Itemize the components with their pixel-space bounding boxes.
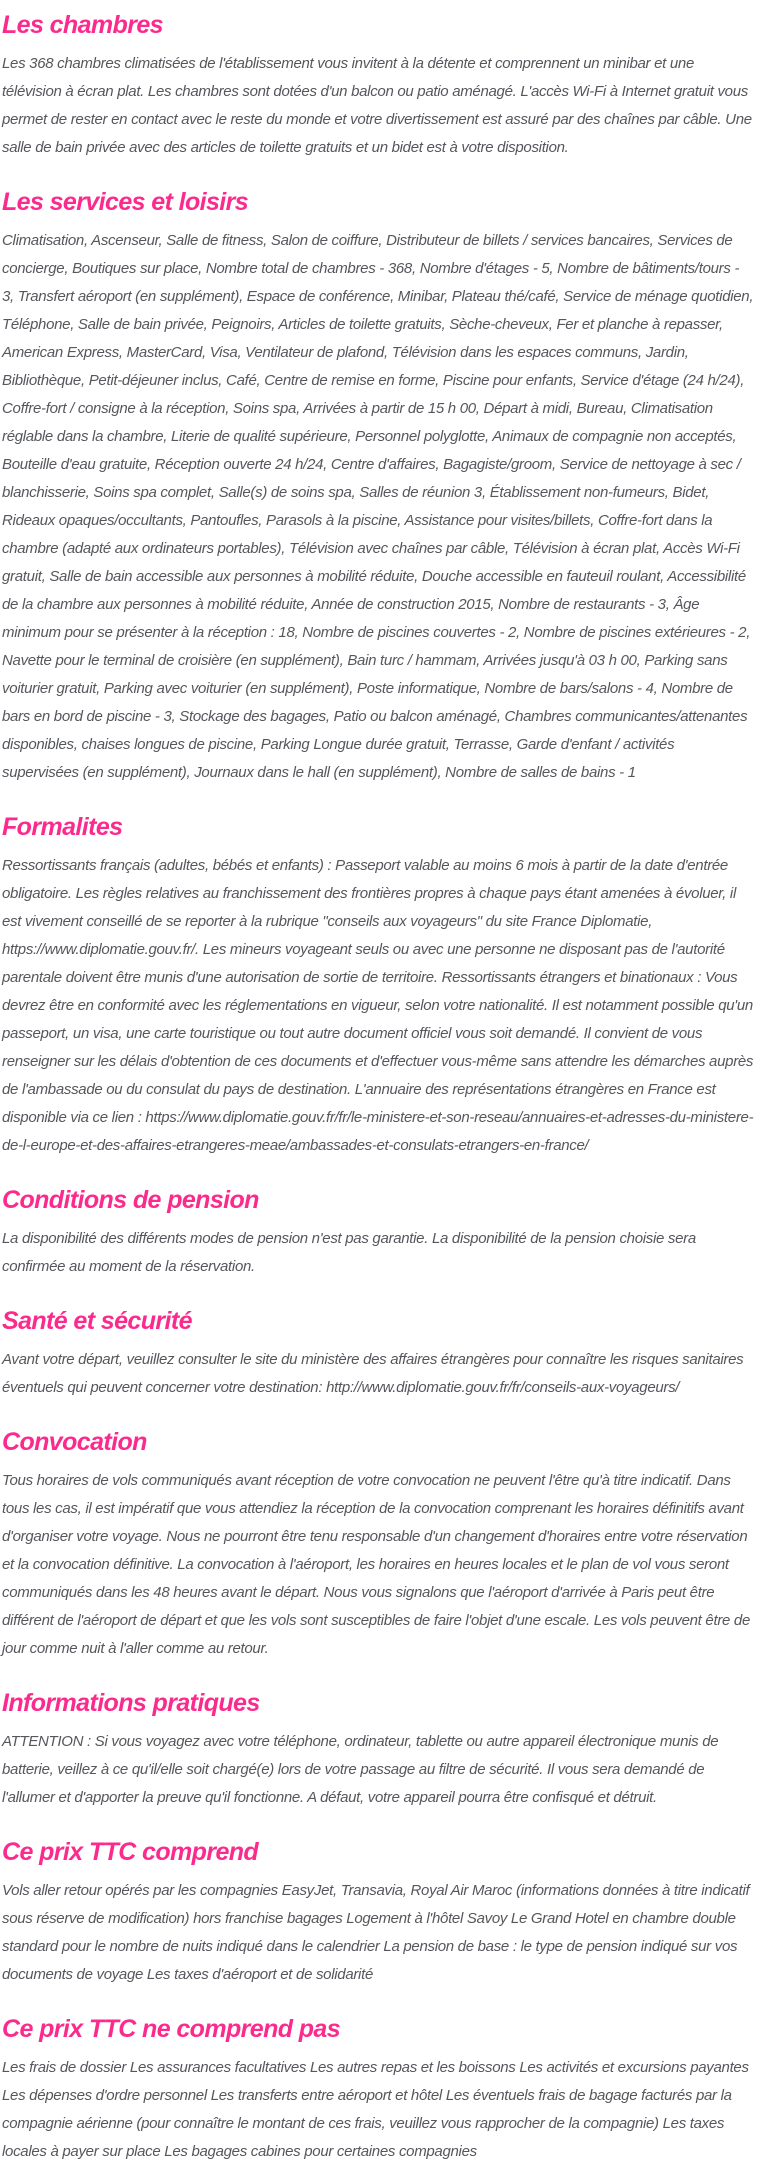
section-title-services-et-loisirs: Les services et loisirs xyxy=(2,188,249,216)
section-title-prix-ttc-ne-comprend-pas: Ce prix TTC ne comprend pas xyxy=(2,2015,341,2043)
section-body-prix-ttc-ne-comprend-pas: Les frais de dossier Les assurances facultatives Les autres repas et les boissons Les activités et excursions payantes Les dépenses d'ordre personnel Les transferts entre aéroport et hôtel Les éventuels frais de bagage facturés par la compagnie aérienne (pour connaître le montant de ces frais, veuillez vous rapprocher de la compagnie) Les taxes locales à payer sur place Les bagages cabines pour certaines compagnies xyxy=(2,2059,749,2160)
section-body-prix-ttc-comprend: Vols aller retour opérés par les compagnies EasyJet, Transavia, Royal Air Maroc (informations données à titre indicatif sous réserve de modification) hors franchise bagages Logement à l'hôtel Savoy Le Grand Hotel en chambre double standard pour le nombre de nuits indiqué dans le calendrier La pension de base : le type de pension indiqué sur vos documents de voyage Les taxes d'aéroport et de solidarité xyxy=(2,1882,750,1983)
section-body-les-chambres: Les 368 chambres climatisées de l'établissement vous invitent à la détente et comprennent un minibar et une télévision à écran plat. Les chambres sont dotées d'un balcon ou patio aménagé. L'accès Wi-Fi à Internet gratuit vous permet de rester en contact avec le reste du monde et votre divertissement est assuré par des chaînes par câble. Une salle de bain privée avec des articles de toilette gratuits et un bidet est à votre disposition. xyxy=(2,55,752,156)
section-body-services-et-loisirs: Climatisation, Ascenseur, Salle de fitness, Salon de coiffure, Distributeur de billets / services bancaires, Services de concierge, Boutiques sur place, Nombre total de chambres - 368, Nombre d'étages - 5, Nombre de bâtiments/tours - 3, Transfert aéroport (en supplément), Espace de conférence, Minibar, Plateau thé/café, Service de ménage quotidien, Téléphone, Salle de bain privée, Peignoirs, Articles de toilette gratuits, Sèche-cheveux, Fer et planche à repasser, American Express, MasterCard, Visa, Ventilateur de plafond, Télévision dans les espaces communs, Jardin, Bibliothèque, Petit-déjeuner inclus, Café, Centre de remise en forme, Piscine pour enfants, Service d'étage (24 h/24), Coffre-fort / consigne à la réception, Soins spa, Arrivées à partir de 15 h 00, Départ à midi, Bureau, Climatisation réglable dans la chambre, Literie de qualité supérieure, Personnel polyglotte, Animaux de compagnie non acceptés, Bouteille d'eau gratuite, Réception ouverte 24 h/24, Centre d'affaires, Bagagiste/groom, Service de nettoyage à sec / blanchisserie, Soins spa complet, Salle(s) de soins spa, Salles de réunion 3, Établissement non-fumeurs, Bidet, Rideaux opaques/occultants, Pantoufles, Parasols à la piscine, Assistance pour visites/billets, Coffre-fort dans la chambre (adapté aux ordinateurs portables), Télévision avec chaînes par câble, Télévision à écran plat, Accès Wi-Fi gratuit, Salle de bain accessible aux personnes à mobilité réduite, Douche accessible en fauteuil roulant, Accessibilité de la chambre aux personnes à mobilité réduite, Année de construction 2015, Nombre de restaurants - 3, Âge minimum pour se présenter à la réception : 18, Nombre de piscines couvertes - 2, Nombre de piscines extérieures - 2, Navette pour le terminal de croisière (en supplément), Bain turc / hammam, Arrivées jusqu'à 03 h 00, Parking sans voiturier gratuit, Parking avec voiturier (en supplément), Poste informatique, Nombre de bars/salons - 4, Nombre de bars en bord de piscine - 3, Stockage des bagages, Patio ou balcon aménagé, Chambres communicantes/attenantes disponibles, chaises longues de piscine, Parking Longue durée gratuit, Terrasse, Garde d'enfant / activités supervisées (en supplément), Journaux dans le hall (en supplément), Nombre de salles de bains - 1 xyxy=(2,232,754,781)
section-formalites xyxy=(2,811,754,1160)
section-conditions-de-pension xyxy=(2,1184,754,1281)
section-title-conditions-de-pension: Conditions de pension xyxy=(2,1186,259,1214)
section-body-formalites: Ressortissants français (adultes, bébés et enfants) : Passeport valable au moins 6 mois à partir de la date d'entrée obligatoire. Les règles relatives au franchissement des frontières propres à chaque pays étant amenées à évoluer, il est vivement conseillé de se reporter à la rubrique "conseils aux voyageurs" du site France Diplomatie, https://www.diplomatie.gouv.fr/. Les mineurs voyageant seuls ou avec une personne ne disposant pas de l'autorité parentale doivent être munis d'une autorisation de sortie de territoire. Ressortissants étrangers et binationaux : Vous devrez être en conformité avec les réglementations en vigueur, selon votre nationalité. Il est notamment possible qu'un passeport, un visa, une carte touristique ou tout autre document officiel vous soit demandé. Il convient de vous renseigner sur les délais d'obtention de ces documents et d'effectuer vous-même sans attendre les démarches auprès de l'ambassade ou du consulat du pays de destination. L'annuaire des représentations étrangères en France est disponible via ce lien : https://www.diplomatie.gouv.fr/fr/le-ministere-et-son-reseau/annuaires-et-adresses-du-ministere-de-l-europe-et-des-affaires-etrangeres-meae/ambassades-et-consulats-etrangers-en-france/ xyxy=(2,857,754,1154)
section-title-convocation: Convocation xyxy=(2,1428,147,1456)
section-body-sante-et-securite: Avant votre départ, veuillez consulter le site du ministère des affaires étrangères pour connaître les risques sanitaires éventuels qui peuvent concerner votre destination: http://www.diplomatie.gouv.fr/fr/conseils-aux-voyageurs/ xyxy=(2,1351,744,1396)
section-title-prix-ttc-comprend: Ce prix TTC comprend xyxy=(2,1838,259,1866)
section-prix-ttc-ne-comprend-pas xyxy=(2,2013,754,2166)
section-body-conditions-de-pension: La disponibilité des différents modes de pension n'est pas garantie. La disponibilité de la pension choisie sera confirmée au moment de la réservation. xyxy=(2,1230,696,1275)
section-prix-ttc-comprend xyxy=(2,1836,754,1989)
section-les-chambres xyxy=(2,9,754,162)
section-sante-et-securite xyxy=(2,1305,754,1402)
section-title-sante-et-securite: Santé et sécurité xyxy=(2,1307,192,1335)
section-services-et-loisirs xyxy=(2,186,754,787)
section-body-informations-pratiques: ATTENTION : Si vous voyagez avec votre téléphone, ordinateur, tablette ou autre appareil électronique munis de batterie, veillez à ce qu'il/elle soit chargé(e) lors de votre passage au filtre de sécurité. Il vous sera demandé de l'allumer et d'apporter la preuve qu'il fonctionne. A défaut, votre appareil pourra être confisqué et détruit. xyxy=(2,1733,719,1806)
section-title-informations-pratiques: Informations pratiques xyxy=(2,1689,260,1717)
section-title-les-chambres: Les chambres xyxy=(2,11,163,39)
section-body-convocation: Tous horaires de vols communiqués avant réception de votre convocation ne peuvent l'être qu'à titre indicatif. Dans tous les cas, il est impératif que vous attendiez la réception de la convocation comprenant les horaires définitifs avant d'organiser votre voyage. Nous ne pourront être tenu responsable d'un changement d'horaires entre votre réservation et la convocation définitive. La convocation à l'aéroport, les horaires en heures locales et le plan de vol vous seront communiqués dans les 48 heures avant le départ. Nous vous signalons que l'aéroport d'arrivée à Paris peut être différent de l'aéroport de départ et que les vols sont susceptibles de faire l'objet d'une escale. Les vols peuvent être de jour comme nuit à l'aller comme au retour. xyxy=(2,1472,751,1657)
section-convocation xyxy=(2,1426,754,1663)
section-title-formalites: Formalites xyxy=(2,813,123,841)
section-informations-pratiques xyxy=(2,1687,754,1812)
